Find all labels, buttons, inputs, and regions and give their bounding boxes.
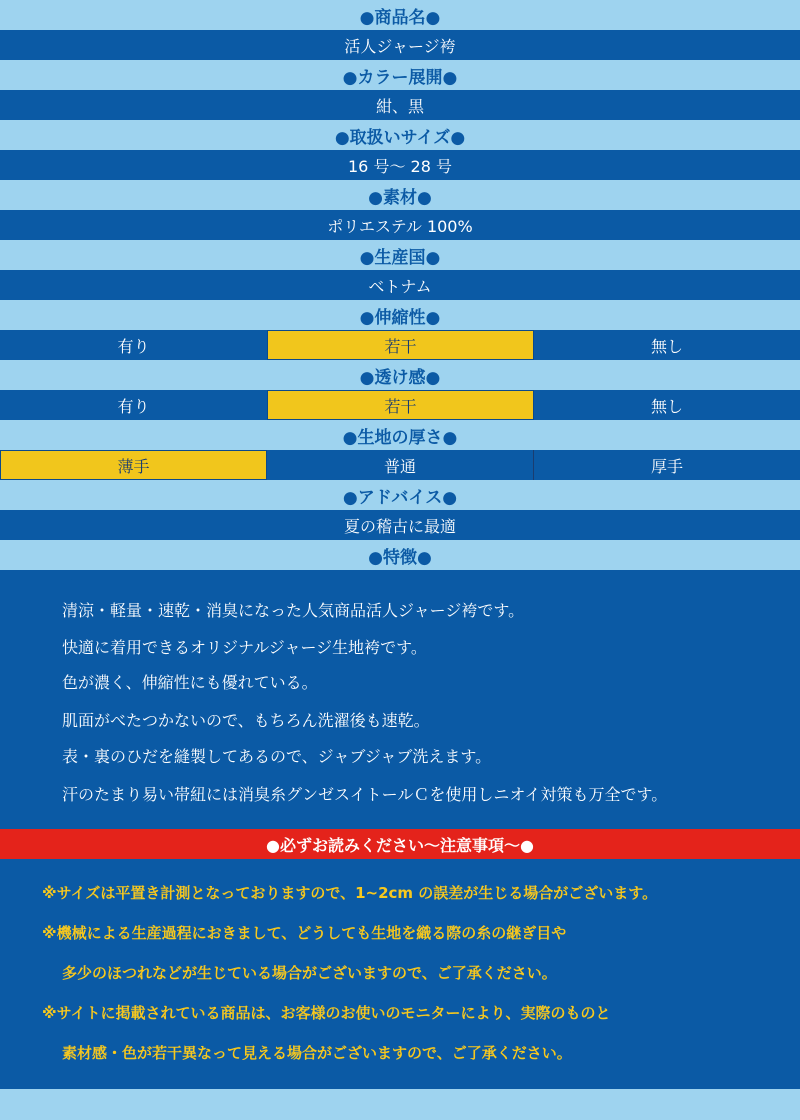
sheerness-scale <box>0 390 800 420</box>
stretch-option-selected: 若干 <box>267 330 534 360</box>
feature-line: 色が濃く、伸縮性にも優れている。 <box>62 673 318 692</box>
notice-line: 素材感・色が若干異なって見える場合がございますので、ご了承ください。 <box>62 1044 572 1062</box>
footer-band <box>0 1089 800 1120</box>
thickness-option: 普通 <box>267 450 534 480</box>
colors-value: 紺、黒 <box>0 90 800 120</box>
origin-heading: ●生産国● <box>0 240 800 270</box>
feature-line: 汗のたまり易い帯紐には消臭糸グンゼスイトールＣを使用しニオイ対策も万全です。 <box>62 785 668 804</box>
feature-line: 表・裏のひだを縫製してあるので、ジャブジャブ洗えます。 <box>62 747 492 766</box>
advice-heading: ●アドバイス● <box>0 480 800 510</box>
notice-section <box>0 859 800 1089</box>
notice-line: ※サイトに掲載されている商品は、お客様のお使いのモニターにより、実際のものと <box>42 1004 611 1022</box>
stretch-option: 無し <box>534 330 800 360</box>
feature-line: 清涼・軽量・速乾・消臭になった人気商品活人ジャージ袴です。 <box>62 601 525 620</box>
notice-heading: ●必ずお読みください〜注意事項〜● <box>0 829 800 859</box>
notice-line: ※サイズは平置き計測となっておりますので、1~2cm の誤差が生じる場合がございます。 <box>42 884 658 902</box>
stretch-option: 有り <box>0 330 267 360</box>
feature-line: 肌面がべたつかないので、もちろん洗濯後も速乾。 <box>62 711 430 730</box>
thickness-heading: ●生地の厚さ● <box>0 420 800 450</box>
features-section <box>0 570 800 830</box>
sheerness-heading: ●透け感● <box>0 360 800 390</box>
thickness-option-selected: 薄手 <box>0 450 267 480</box>
sheerness-option: 無し <box>534 390 800 420</box>
sizes-value: 16 号〜 28 号 <box>0 150 800 180</box>
product-name-value: 活人ジャージ袴 <box>0 30 800 60</box>
advice-value: 夏の稽古に最適 <box>0 510 800 540</box>
sheerness-option: 有り <box>0 390 267 420</box>
notice-line: ※機械による生産過程におきまして、どうしても生地を織る際の糸の継ぎ目や <box>42 924 567 942</box>
features-heading: ●特徴● <box>0 540 800 570</box>
feature-line: 快適に着用できるオリジナルジャージ生地袴です。 <box>62 638 427 657</box>
material-value: ポリエステル 100% <box>0 210 800 240</box>
thickness-option: 厚手 <box>534 450 800 480</box>
material-heading: ●素材● <box>0 180 800 210</box>
colors-heading: ●カラー展開● <box>0 60 800 90</box>
sizes-heading: ●取扱いサイズ● <box>0 120 800 150</box>
product-name-heading: ●商品名● <box>0 0 800 30</box>
thickness-scale <box>0 450 800 480</box>
notice-line: 多少のほつれなどが生じている場合がございますので、ご了承ください。 <box>62 964 557 982</box>
stretch-scale <box>0 330 800 360</box>
origin-value: ベトナム <box>0 270 800 300</box>
stretch-heading: ●伸縮性● <box>0 300 800 330</box>
sheerness-option-selected: 若干 <box>267 390 534 420</box>
